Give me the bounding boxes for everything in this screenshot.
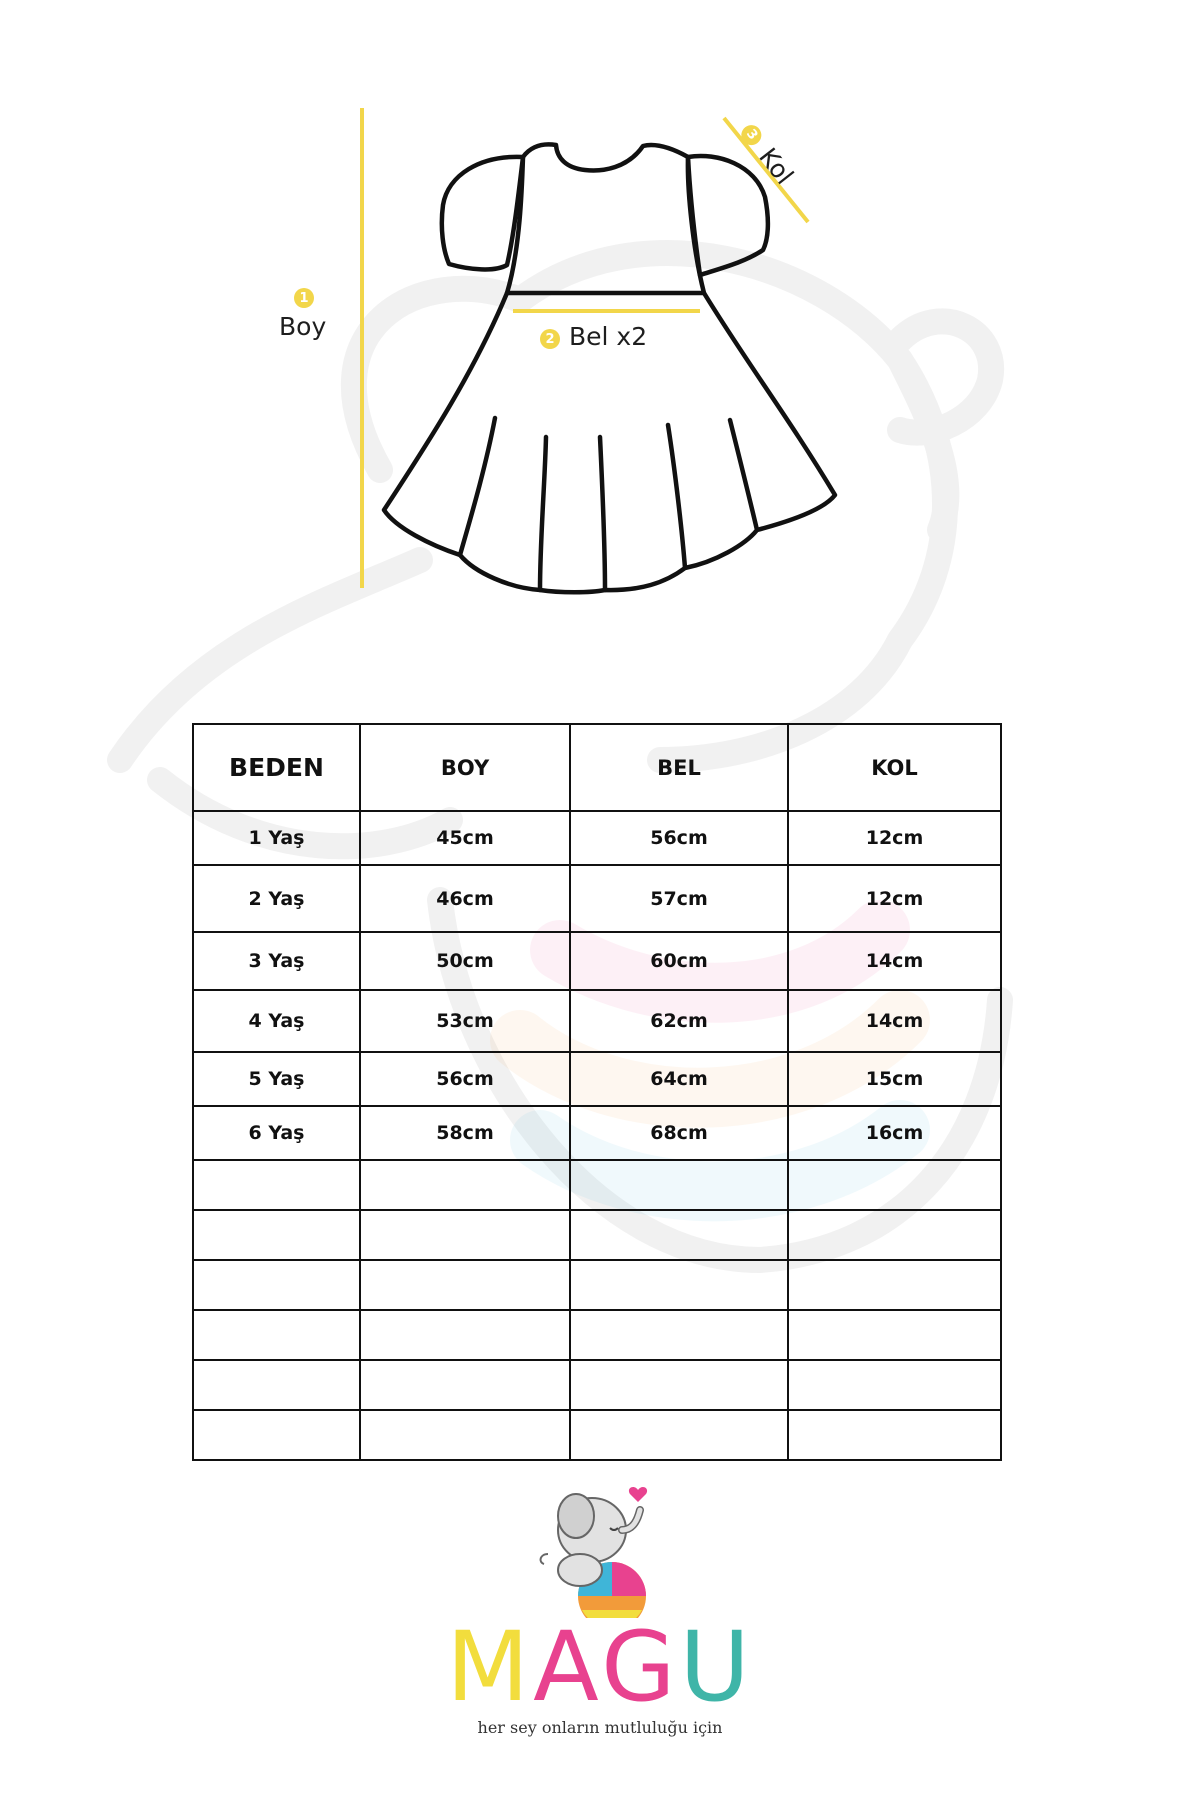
table-row xyxy=(193,1106,1001,1160)
boy-cell xyxy=(360,1160,570,1210)
boy-cell xyxy=(360,1210,570,1260)
brand-letter: G xyxy=(601,1611,680,1723)
table-row xyxy=(193,1360,1001,1410)
kol-cell xyxy=(788,1210,1001,1260)
boy-cell xyxy=(360,1410,570,1460)
boy-label: Boy xyxy=(279,312,327,341)
kol-cell xyxy=(788,1410,1001,1460)
kol-cell: 15cm xyxy=(788,1052,1001,1106)
boy-cell: 58cm xyxy=(360,1106,570,1160)
size-cell: 1 Yaş xyxy=(193,811,360,865)
kol-cell xyxy=(788,1360,1001,1410)
table-row xyxy=(193,1260,1001,1310)
size-cell xyxy=(193,1260,360,1310)
bel-marker: 2 xyxy=(540,329,560,349)
dress-diagram xyxy=(0,0,1200,640)
bel-cell xyxy=(570,1260,788,1310)
size-table-body xyxy=(193,811,1001,1460)
bel-cell xyxy=(570,1360,788,1410)
size-cell xyxy=(193,1210,360,1260)
table-row xyxy=(193,990,1001,1052)
table-row xyxy=(193,932,1001,990)
bel-cell xyxy=(570,1310,788,1360)
boy-cell: 45cm xyxy=(360,811,570,865)
brand-letter: U xyxy=(679,1611,754,1723)
header-boy: BOY xyxy=(360,724,570,811)
boy-cell: 50cm xyxy=(360,932,570,990)
bel-cell xyxy=(570,1210,788,1260)
bel-cell: 64cm xyxy=(570,1052,788,1106)
table-row xyxy=(193,1210,1001,1260)
bel-cell: 56cm xyxy=(570,811,788,865)
bel-cell: 68cm xyxy=(570,1106,788,1160)
size-cell xyxy=(193,1310,360,1360)
table-header-row xyxy=(193,724,1001,811)
kol-cell: 14cm xyxy=(788,932,1001,990)
brand-wordmark xyxy=(0,1612,1200,1722)
kol-cell xyxy=(788,1160,1001,1210)
kol-cell: 12cm xyxy=(788,865,1001,932)
kol-label: Kol xyxy=(753,142,800,190)
bel-cell: 62cm xyxy=(570,990,788,1052)
elephant-logo-icon xyxy=(530,1470,670,1618)
table-row xyxy=(193,1160,1001,1210)
header-bel: BEL xyxy=(570,724,788,811)
table-row xyxy=(193,1310,1001,1360)
size-cell xyxy=(193,1160,360,1210)
table-row xyxy=(193,1052,1001,1106)
bel-cell: 60cm xyxy=(570,932,788,990)
boy-cell: 56cm xyxy=(360,1052,570,1106)
size-cell: 5 Yaş xyxy=(193,1052,360,1106)
header-kol: KOL xyxy=(788,724,1001,811)
boy-cell xyxy=(360,1260,570,1310)
table-row xyxy=(193,811,1001,865)
header-beden: BEDEN xyxy=(193,724,360,811)
kol-cell xyxy=(788,1260,1001,1310)
boy-marker: 1 xyxy=(294,288,314,308)
table-row xyxy=(193,865,1001,932)
size-cell: 2 Yaş xyxy=(193,865,360,932)
boy-cell xyxy=(360,1360,570,1410)
boy-cell: 53cm xyxy=(360,990,570,1052)
bel-cell xyxy=(570,1160,788,1210)
size-cell: 4 Yaş xyxy=(193,990,360,1052)
table-row xyxy=(193,1410,1001,1460)
kol-cell: 16cm xyxy=(788,1106,1001,1160)
brand-letter: M xyxy=(446,1611,534,1723)
bel-cell: 57cm xyxy=(570,865,788,932)
size-cell: 3 Yaş xyxy=(193,932,360,990)
size-cell xyxy=(193,1410,360,1460)
bel-label: Bel x2 xyxy=(569,322,648,351)
bel-cell xyxy=(570,1410,788,1460)
kol-marker: 3 xyxy=(738,121,766,149)
kol-cell xyxy=(788,1310,1001,1360)
kol-cell: 12cm xyxy=(788,811,1001,865)
size-cell xyxy=(193,1360,360,1410)
size-table xyxy=(192,723,1002,1461)
kol-cell: 14cm xyxy=(788,990,1001,1052)
brand-tagline: her sey onların mutluluğu için xyxy=(477,1718,723,1737)
boy-cell xyxy=(360,1310,570,1360)
boy-cell: 46cm xyxy=(360,865,570,932)
brand-letter: A xyxy=(533,1611,602,1723)
size-cell: 6 Yaş xyxy=(193,1106,360,1160)
